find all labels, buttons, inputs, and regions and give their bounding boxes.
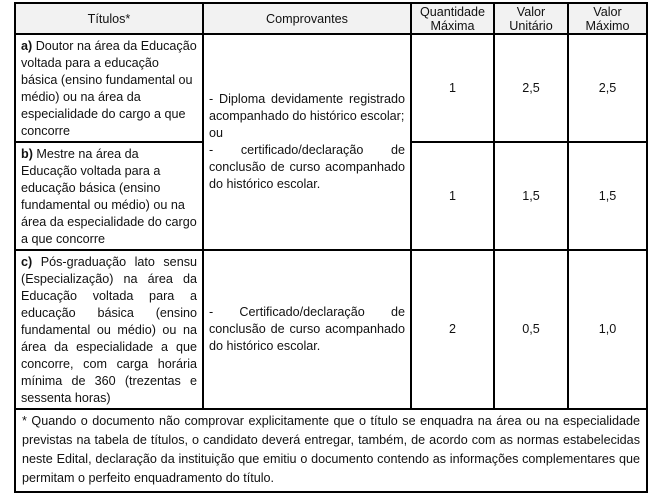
header-maximo-line2: Máximo (585, 18, 630, 33)
quantidade-cell: 1 (411, 142, 494, 250)
title-cell-b (15, 142, 203, 250)
row-title-text: Pós-graduação lato sensu (Especialização) na área da Educação voltada para a educação básica (ensino fundamental ou médio) ou na área da especialidade a que concorre, com carga horária mínima de 360 (trezentas e sessenta horas) (21, 255, 197, 405)
comprovante-diploma: - Diploma devidamente registrado acompanhado do histórico escolar; (209, 92, 405, 123)
header-quantidade-line2: Máxima (430, 18, 475, 33)
header-unitario-line1: Valor (516, 4, 546, 19)
titles-table (14, 2, 648, 493)
row-title-text: Mestre na área da Educação voltada para a educação básica (ensino fundamental ou médio) ou na área da especialidade do cargo a que concorre (21, 147, 197, 246)
footnote-row (15, 409, 647, 492)
valor-maximo-cell: 2,5 (568, 34, 647, 142)
comprovantes-cell-ab (203, 34, 411, 250)
title-cell-a (15, 34, 203, 142)
header-quantidade-maxima (411, 3, 494, 34)
valor-maximo-cell: 1,0 (568, 250, 647, 409)
table-row (15, 34, 647, 142)
row-tag: b) (21, 147, 33, 161)
row-title-text: Doutor na área da Educação voltada para a educação básica (ensino fundamental ou médio) ou na área da especialidade do cargo a que concorre (21, 39, 197, 138)
header-comprovantes: Comprovantes (203, 3, 411, 34)
comprovantes-cell-c (203, 250, 411, 409)
row-tag: c) (21, 255, 33, 269)
comprovante-certificado: - certificado/declaração de conclusão de curso acompanhado do histórico escolar. (209, 143, 405, 191)
header-quantidade-line1: Quantidade (419, 4, 486, 19)
comprovante-or: ou (209, 126, 224, 140)
table-row (15, 250, 647, 409)
valor-maximo-cell: 1,5 (568, 142, 647, 250)
valor-unitario-cell: 2,5 (494, 34, 568, 142)
header-unitario-line2: Unitário (509, 18, 553, 33)
table-header-row (15, 3, 647, 34)
comprovante-certificado: - Certificado/declaração de conclusão de curso acompanhado do histórico escolar. (209, 305, 405, 353)
row-tag: a) (21, 39, 33, 53)
valor-unitario-cell: 1,5 (494, 142, 568, 250)
quantidade-cell: 2 (411, 250, 494, 409)
header-maximo-line1: Valor (593, 4, 622, 19)
footnote: * Quando o documento não comprovar explicitamente que o título se enquadra na área ou na especialidade previstas na tabela de títulos, o candidato deverá entregar, também, de acordo com as normas estabelecidas neste Edital, declaração da instituição que emitiu o documento contendo as informações complementares que permitam o perfeito enquadramento do título. (15, 409, 647, 492)
title-cell-c (15, 250, 203, 409)
header-valor-unitario (494, 3, 568, 34)
quantidade-cell: 1 (411, 34, 494, 142)
header-titulos: Títulos* (15, 3, 203, 34)
header-valor-maximo (568, 3, 647, 34)
valor-unitario-cell: 0,5 (494, 250, 568, 409)
